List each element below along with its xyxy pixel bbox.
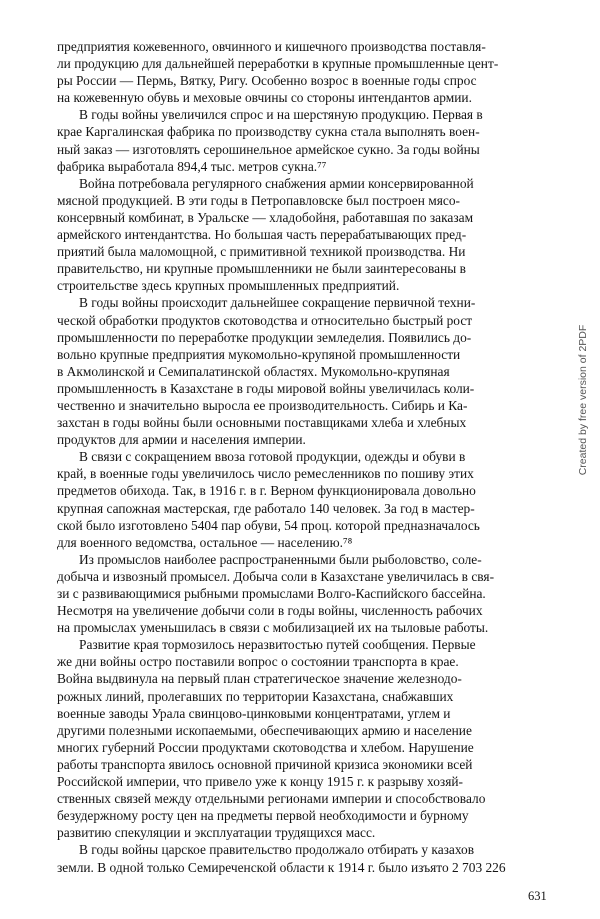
page-number: 631 (528, 889, 547, 903)
text-line: крупная сапожная мастерская, где работало 140 человек. За год в мастер- (57, 500, 475, 516)
text-line: предприятия кожевенного, овчинного и кишечного производства поставля- (57, 39, 486, 54)
text-line: развитию спекуляции и эксплуатации трудящихся масс. (57, 825, 376, 841)
text-line: В годы войны происходит дальнейшее сокращение первичной техни- (79, 295, 476, 311)
text-line: захстан в годы войны были основными поставщиками хлеба и хлебных (57, 415, 467, 431)
text-line: Российской империи, что привело уже к концу 1915 г. к разрыву хозяй- (57, 774, 463, 790)
text-line: консервный комбинат, в Уральске — хладобойня, работавшая по заказам (57, 209, 474, 225)
text-line: военные заводы Урала свинцово-цинковыми концентратами, углем и (57, 705, 451, 721)
text-line: приятий была маломощной, с примитивной техникой производства. Ни (57, 244, 466, 260)
text-line: Из промыслов наиболее распространенными были рыболовство, соле- (79, 551, 482, 567)
text-line: промышленности по переработке продукции земледелия. Появились до- (57, 329, 472, 345)
text-line: ской было изготовлено 5404 пар обуви, 54 проц. которой предназначалось (57, 517, 480, 533)
text-line: продуктов для армии и населения империи. (57, 432, 306, 448)
text-line: для военного ведомства, остальное — населению.⁷⁸ (57, 534, 353, 550)
text-line: земли. В одной только Семиреченской области к 1914 г. было изъято 2 703 226 (57, 859, 506, 875)
text-line: рожных линий, пролегавших по территории Казахстана, снабжавших (57, 688, 454, 704)
text-line: на кожевенную обувь и меховые овчины со стороны интендантов армии. (57, 90, 472, 106)
text-line: В годы войны царское правительство продолжало отбирать у казахов (79, 842, 475, 858)
text-line: В годы войны увеличился спрос и на шерстяную продукцию. Первая в (79, 107, 483, 123)
text-line: крае Каргалинская фабрика по производству сукна стала выполнять воен- (57, 124, 480, 140)
text-line: армейского интендантства. Но большая часть перерабатывающих пред- (57, 227, 467, 243)
text-line: В связи с сокращением ввоза готовой продукции, одежды и обуви в (79, 449, 466, 465)
text-line: вольно крупные предприятия мукомольно-крупяной промышленности (57, 346, 461, 362)
text-line: же дни войны остро поставили вопрос о состоянии транспорта в крае. (57, 654, 459, 670)
text-line: предметов обихода. Так, в 1916 г. в г. Верном функционировала довольно (57, 483, 476, 499)
text-line: ческой обработки продуктов скотоводства и относительно быстрый рост (57, 312, 473, 328)
text-line: ли продукцию для дальнейшей переработки в крупные промышленные цент- (57, 56, 499, 72)
text-line: правительство, ни крупные промышленники не были заинтересованы в (57, 261, 466, 277)
text-line: строительстве здесь крупных промышленных предприятий. (57, 278, 400, 294)
text-line: другими полезными ископаемыми, обеспечивающих армию и население (57, 722, 472, 738)
text-line: добыча и извозный промысел. Добыча соли в Казахстане увеличилась в свя- (57, 568, 495, 584)
text-line: безудержному росту цен на предметы первой необходимости и бурному (57, 808, 469, 824)
text-line: мясной продукцией. В эти годы в Петропавловске был построен мясо- (57, 192, 460, 208)
text-line: Война потребовала регулярного снабжения армии консервированной (79, 175, 474, 191)
text-line: многих губерний России продуктами скотоводства и хлебом. Нарушение (57, 739, 474, 755)
text-line: работы транспорта явилось основной причиной кризиса экономики всей (57, 756, 473, 772)
text-line: край, в военные годы увеличилось число ремесленников по пошиву этих (57, 466, 474, 482)
text-line: ственных связей между отдельными регионами империи и способствовало (57, 791, 486, 807)
text-line: ный заказ — изготовлять серошинельное армейское сукно. За годы войны (57, 141, 480, 157)
text-line: Развитие края тормозилось неразвитостью путей сообщения. Первые (79, 637, 476, 653)
text-line: на промыслах уменьшилась в связи с мобилизацией их на тыловые работы. (57, 620, 489, 636)
text-line: в Акмолинской и Семипалатинской областях. Мукомольно-крупяная (57, 363, 450, 379)
text-line: ры России — Пермь, Вятку, Ригу. Особенно возрос в военные годы спрос (57, 73, 477, 89)
page-body-text (57, 38, 563, 876)
text-line: Несмотря на увеличение добычи соли в годы войны, численность рабочих (57, 603, 483, 619)
text-line: промышленность в Казахстане в годы мировой войны увеличилась коли- (57, 380, 475, 396)
text-line: чественно и значительно выросла ее производительность. Сибирь и Ка- (57, 397, 468, 413)
watermark-text: Created by free version of 2PDF (577, 324, 589, 476)
text-line: Война выдвинула на первый план стратегическое значение железнодо- (57, 671, 462, 687)
text-line: фабрика выработала 894,4 тыс. метров сукна.⁷⁷ (57, 158, 327, 174)
text-line: зи с развивающимися рыбными промыслами Волго-Каспийского бассейна. (57, 586, 486, 601)
